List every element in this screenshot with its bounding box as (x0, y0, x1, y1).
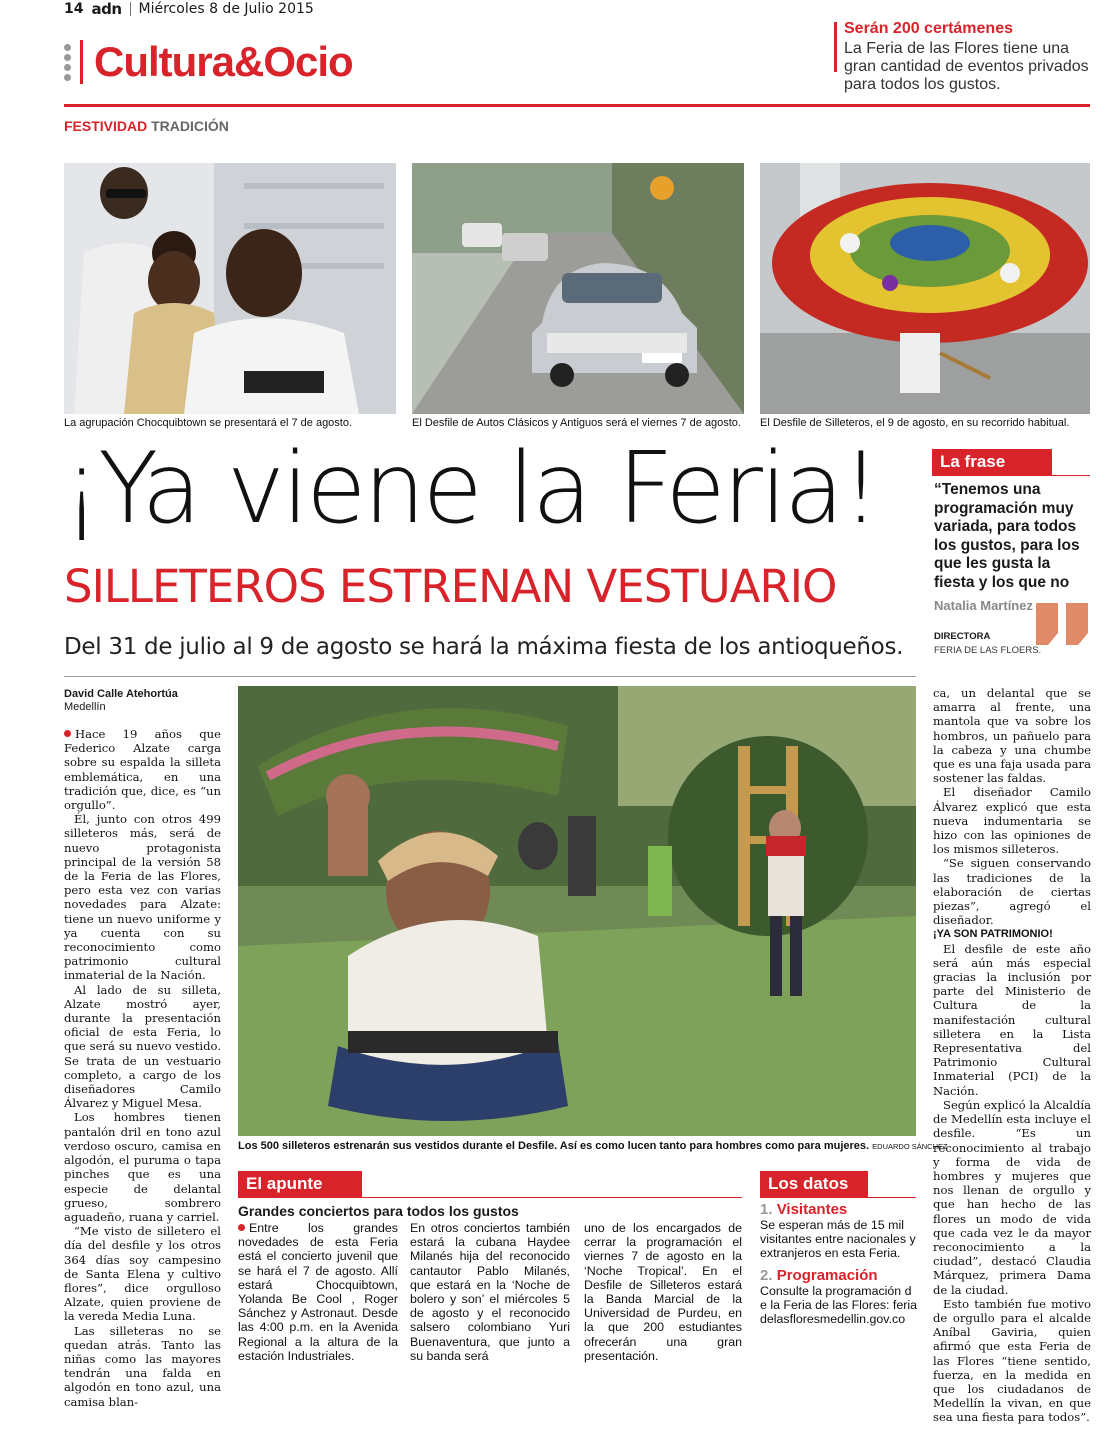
article-paragraph: Según explicó la Alcaldía de Medellín esta incluye el desfile. “Es un reconocimiento al trabajo y forma de vida de hombres y mujeres que nos llenan de orgullo y que han hecho de las flores un modo de vida que cada vez le da mayor reconocimiento a la ciudad”, destacó Claudia Márquez, primera Dama de la ciudad. (933, 1097, 1091, 1297)
article-paragraph: ca, un delantal que se amarra al frente, una mantola que va sobre los hombros, un pañuelo para la cabeza y una chumbe que es una faja usada para sostener las faldas. (933, 686, 1091, 786)
deck: Del 31 de julio al 9 de agosto se hará la máxima fiesta de los antioqueños. (64, 634, 904, 660)
apunte-column-3: uno de los encargados de cerrar la programación el viernes 7 de agosto en la ‘Noche Tropical’. En el Desfile de Silleteros estará la Banda Marcial de la Universidad de Purdeu, en la que 200 estudiantes ofrecerán una gran presentación. (584, 1221, 742, 1363)
photo-silleteros-main (238, 686, 916, 1136)
datos-list (760, 1201, 918, 1326)
apunte-column-2: En otros conciertos también estará la cubana Haydee Milanés hija del reconocido cantautor Pablo Milanés, que estará en la ‘Noche de bolero y son’ el miércoles 5 de agosto y el reconocido salsero colombiano Yuri Buenaventura, que junto a su banda será (410, 1221, 570, 1363)
photo-credit: EDUARDO SÁNCHEZ (872, 1142, 948, 1151)
quote-label: La frase (932, 449, 1052, 475)
photo-band (64, 163, 396, 414)
datos-item-text: Se esperan más de 15 mil visitantes entre nacionales y extranjeros en esta Feria. (760, 1218, 916, 1261)
datos-item: 1. Visitantes Se esperan más de 15 mil visitantes entre nacionales y extranjeros en esta Feria. (760, 1201, 918, 1261)
kicker-secondary: TRADICIÓN (151, 118, 229, 134)
photo-silleta (760, 163, 1090, 414)
header-rule (64, 104, 1090, 107)
apunte-label: El apunte (238, 1171, 362, 1197)
byline-author: David Calle Atehortúa (64, 688, 178, 700)
photo-caption-2: El Desfile de Autos Clásicos y Antiguos será el viernes 7 de agosto. (412, 417, 741, 429)
article-paragraph: Hace 19 años que Federico Alzate carga sobre su espalda la silleta emblemática, en una tradición que, dice, es “un orgullo”. (64, 727, 221, 813)
promo-text: La Feria de las Flores tiene una gran cantidad de eventos privados para todos los gustos. (844, 40, 1089, 93)
byline (64, 688, 178, 714)
apunte-column-1: Entre los grandes novedades de esta Feria está el concierto juvenil que se hará el 7 de agosto. Allí estará Chocquibtown, Yolanda Be Cool , Roger Sánchez y Astronaut. Desde las 4:00 p.m. en la Avenida Regional a la altura de la estación Industriales. (238, 1221, 398, 1363)
apunte-title: Grandes conciertos para todos los gustos (238, 1203, 519, 1219)
article-paragraph: Los hombres tienen pantalón dril en tono azul verdoso oscuro, camisa en algodón, el puruma o tapa pinches que es una especie de delantal grueso, sombrero aguadeño, ruana y carriel. (64, 1110, 221, 1224)
folio-divider (130, 2, 131, 16)
kicker-primary: FESTIVIDAD (64, 118, 148, 134)
quote-role: DIRECTORA (934, 631, 991, 642)
datos-label: Los datos (760, 1171, 868, 1197)
photo-caption-3: El Desfile de Silleteros, el 9 de agosto, en su recorrido habitual. (760, 417, 1070, 429)
bullet-icon (238, 1224, 245, 1231)
article-paragraph: El diseñador Camilo Álvarez explicó que esta nueva indumentaria se hizo con las opiniones de los mismos silleteros. (933, 785, 1091, 857)
datos-item: 2. Programación Consulte la programación de la Feria de las Flores: feriadelasfloresmedellin.gov.co (760, 1266, 918, 1327)
headline: ¡Ya viene la Feria! (62, 432, 878, 546)
section-divider (80, 40, 83, 84)
byline-place: Medellín (64, 701, 106, 713)
article-paragraph: “Se siguen conservando las tradiciones de la elaboración de ciertas piezas”, agregó el diseñador. (933, 856, 1091, 928)
issue-date: Miércoles 8 de Julio 2015 (138, 1, 314, 17)
page-number: 14 (64, 1, 84, 17)
apunte-rule (238, 1197, 742, 1198)
quote-marks-icon (1036, 603, 1092, 645)
datos-item-title: Visitantes (776, 1201, 848, 1218)
photo-classic-car (412, 163, 744, 414)
section-dots-icon (64, 44, 72, 84)
quote-rule (932, 475, 1090, 476)
photo-caption-1: La agrupación Chocquibtown se presentará el 7 de agosto. (64, 417, 353, 429)
page-folio (64, 0, 314, 18)
section-title: Cultura&Ocio (94, 38, 353, 85)
article-paragraph: “Me visto de silletero el día del desfile y los otros 364 días soy campesino de Santa Elena y cultivo flores”, dice orgulloso Alzate, quien proviene de la vereda Media Luna. (64, 1224, 221, 1324)
bullet-icon (64, 730, 71, 737)
promo-divider (834, 22, 837, 72)
article-paragraph: Él, junto con otros 499 silleteros más, será de nuevo protagonista principal de la versión 58 de la Feria de las Flores, pero esta vez con varias novedades para Alzate: tiene un nuevo uniforme y ya cuenta con su reconocimiento como patrimonio cultural inmaterial de la Nación. (64, 812, 221, 983)
article-paragraph: Las silleteras no se quedan atrás. Tanto las niñas como las mayores tendrán una falda en algodón en tono azul, una camisa blan- (64, 1323, 221, 1409)
datos-item-text: Consulte la programación de la Feria de las Flores: feriadelasfloresmedellin.gov.co (760, 1283, 918, 1327)
article-column-1 (64, 727, 221, 1409)
quote-org: FERIA DE LAS FLOERS. (934, 645, 1042, 656)
kicker (64, 118, 229, 134)
subheadline: SILLETEROS ESTRENAN VESTUARIO (64, 560, 837, 613)
promo-title: Serán 200 certámenes (844, 20, 1013, 37)
datos-rule (760, 1197, 916, 1198)
article-column-4 (933, 686, 1091, 1425)
article-paragraph: Al lado de su silleta, Alzate mostró ayer, durante la presentación oficial de esta Feria, lo que será su nuevo vestido. Se trata de un vestuario completo, a cargo de los diseñadores Camilo Álvarez y Miguel Mesa. (64, 982, 221, 1111)
quote-text: “Tenemos una programación muy variada, para todos los gustos, para los que les gusta la fiesta y los que no (934, 481, 1080, 591)
datos-item-title: Programación (776, 1266, 878, 1284)
article-subheading: ¡YA SON PATRIMONIO! (933, 928, 1053, 941)
article-paragraph: Esto también fue motivo de orgullo para el alcalde Aníbal Gaviria, quien afirmó que esta Feria de las Flores “tiene sentido, fuerza, en la medida en que los ciudadanos de Medellín la vivan, en que sea una fiesta para todos”. (933, 1296, 1091, 1425)
article-paragraph: El desfile de este año será aún más especial gracias la inclusión por parte del Ministerio de Cultura de la manifestación cultural silletera en la Lista Representativa del Patrimonio Cultural Inmaterial (PCI) de la Nación. (933, 941, 1091, 1098)
quote-author: Natalia Martínez (934, 598, 1033, 613)
main-photo-caption: Los 500 silleteros estrenarán sus vestidos durante el Desfile. Así es como lucen tanto para hombres como para mujeres. EDUARDO SÁNCHEZ (238, 1140, 948, 1152)
deck-rule (64, 676, 916, 677)
newspaper-logo: adn (91, 0, 122, 18)
